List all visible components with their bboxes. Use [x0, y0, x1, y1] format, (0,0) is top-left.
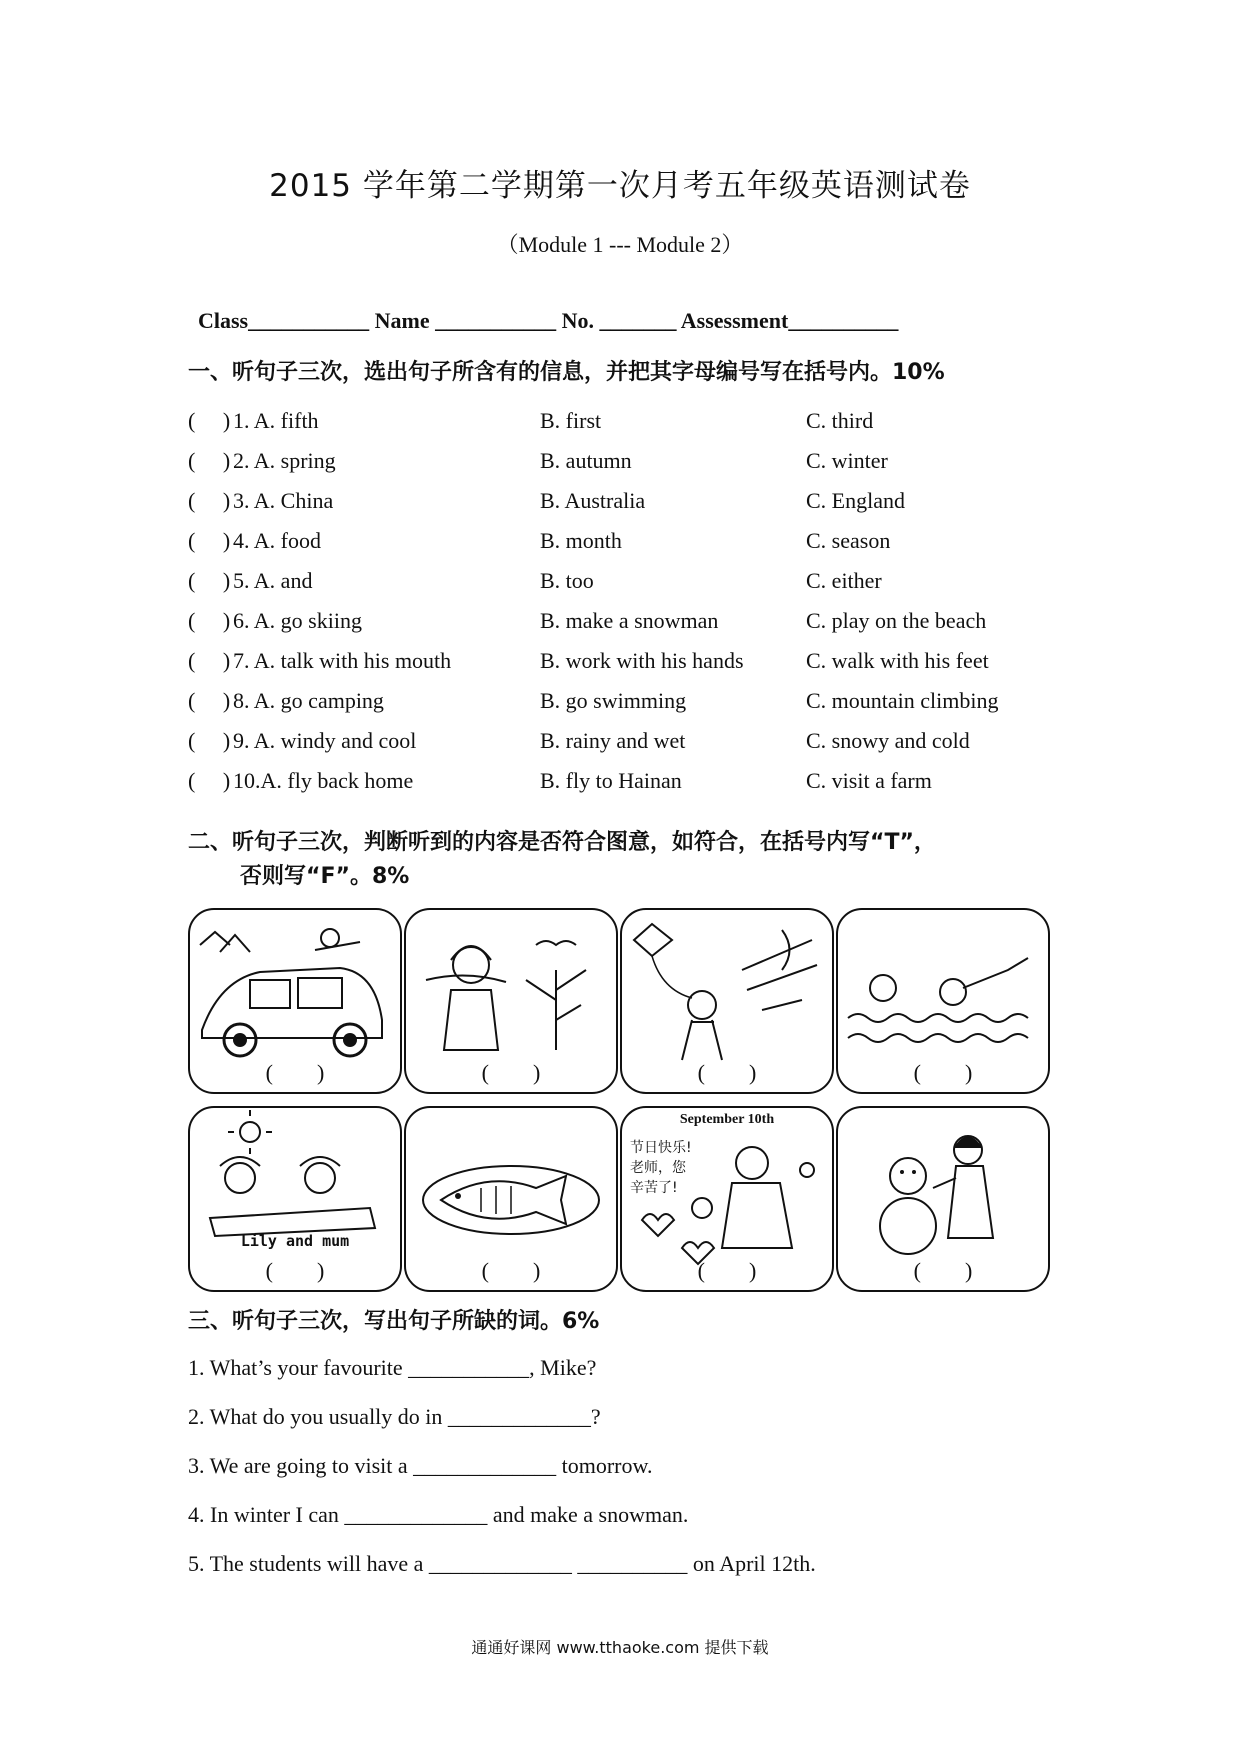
- section2-heading: [188, 826, 936, 894]
- option-c: C. third: [806, 408, 874, 433]
- option-c: C. snowy and cold: [806, 728, 970, 753]
- option-b: B. rainy and wet: [540, 728, 686, 753]
- answer-blank[interactable]: ( ): [188, 448, 231, 473]
- picture-card: [620, 908, 834, 1094]
- picture-card: [188, 1106, 402, 1292]
- question-row: [188, 762, 1088, 802]
- option-a: 6. A. go skiing: [233, 608, 362, 633]
- answer-blank[interactable]: ( ): [188, 608, 231, 633]
- option-a: 8. A. go camping: [233, 688, 384, 713]
- question-row: [188, 562, 1088, 602]
- option-a: 7. A. talk with his mouth: [233, 648, 452, 673]
- answer-blank[interactable]: ( ): [188, 768, 231, 793]
- option-c: C. visit a farm: [806, 768, 932, 793]
- option-b: B. first: [540, 408, 602, 433]
- multiple-choice-list: [188, 402, 1088, 802]
- answer-blank[interactable]: ( ): [188, 488, 231, 513]
- fill-in-sentence[interactable]: 1. What’s your favourite ___________, Mike?: [188, 1355, 597, 1380]
- option-b: B. go swimming: [540, 688, 687, 713]
- question-row: [188, 402, 1088, 442]
- picture-note: 节日快乐! 老师，您 辛苦了!: [630, 1140, 692, 1196]
- picture-card: [620, 1106, 834, 1292]
- option-a: 9. A. windy and cool: [233, 728, 417, 753]
- question-row: [188, 522, 1088, 562]
- option-c: C. play on the beach: [806, 608, 987, 633]
- fill-in-sentence[interactable]: 4. In winter I can _____________ and make a snowman.: [188, 1502, 689, 1527]
- option-b: B. Australia: [540, 488, 646, 513]
- question-row: [188, 642, 1088, 682]
- picture-card: [404, 908, 618, 1094]
- question-row: [188, 482, 1088, 522]
- option-a: 5. A. and: [233, 568, 313, 593]
- option-b: B. make a snowman: [540, 608, 719, 633]
- answer-blank[interactable]: ( ): [913, 1258, 973, 1283]
- answer-blank[interactable]: ( ): [913, 1060, 973, 1085]
- option-c: C. either: [806, 568, 882, 593]
- answer-blank[interactable]: ( ): [188, 648, 231, 673]
- option-a: 10.A. fly back home: [233, 768, 414, 793]
- option-b: B. fly to Hainan: [540, 768, 682, 793]
- option-c: C. mountain climbing: [806, 688, 999, 713]
- fill-in-sentence[interactable]: 2. What do you usually do in _____________?: [188, 1404, 601, 1429]
- answer-blank[interactable]: ( ): [481, 1060, 541, 1085]
- question-row: [188, 442, 1088, 482]
- picture-grid: [188, 908, 1058, 1300]
- option-c: C. England: [806, 488, 905, 513]
- question-row: [188, 682, 1088, 722]
- footer-text: 通通好课网 www.tthaoke.com 提供下载: [471, 1638, 769, 1657]
- answer-blank[interactable]: ( ): [265, 1060, 325, 1085]
- answer-blank[interactable]: ( ): [481, 1258, 541, 1283]
- option-b: B. month: [540, 528, 622, 553]
- section3-heading: 三、听句子三次，写出句子所缺的词。6%: [188, 1309, 600, 1334]
- option-a: 1. A. fifth: [233, 408, 319, 433]
- answer-blank[interactable]: ( ): [188, 728, 231, 753]
- picture-card: [404, 1106, 618, 1292]
- answer-blank[interactable]: ( ): [265, 1258, 325, 1283]
- picture-caption: September 10th: [679, 1112, 775, 1127]
- section1-heading: 一、听句子三次，选出句子所含有的信息，并把其字母编号写在括号内。10%: [188, 360, 945, 385]
- fill-in-sentence[interactable]: 5. The students will have a _____________ __________ on April 12th.: [188, 1551, 816, 1576]
- picture-card: [188, 908, 402, 1094]
- section2-heading-line1: 二、听句子三次，判断听到的内容是否符合图意，如符合，在括号内写“T”，: [188, 830, 936, 855]
- answer-blank[interactable]: ( ): [188, 528, 231, 553]
- option-c: C. walk with his feet: [806, 648, 989, 673]
- section2-heading-line2: 否则写“F”。8%: [240, 864, 410, 889]
- option-b: B. work with his hands: [540, 648, 744, 673]
- option-c: C. season: [806, 528, 891, 553]
- answer-blank[interactable]: ( ): [188, 568, 231, 593]
- page-title: 2015 学年第二学期第一次月考五年级英语测试卷: [269, 168, 971, 204]
- picture-card: [836, 908, 1050, 1094]
- answer-blank[interactable]: ( ): [697, 1060, 757, 1085]
- answer-blank[interactable]: ( ): [188, 408, 231, 433]
- option-b: B. autumn: [540, 448, 632, 473]
- picture-card: [836, 1106, 1050, 1292]
- option-a: 2. A. spring: [233, 448, 336, 473]
- answer-blank[interactable]: ( ): [697, 1258, 757, 1283]
- answer-blank[interactable]: ( ): [188, 688, 231, 713]
- option-a: 4. A. food: [233, 528, 321, 553]
- student-info-line: Class___________ Name ___________ No. _______ Assessment__________: [198, 308, 899, 333]
- option-b: B. too: [540, 568, 594, 593]
- fill-in-sentence[interactable]: 3. We are going to visit a _____________ tomorrow.: [188, 1453, 653, 1478]
- picture-caption: Lily and mum: [240, 1232, 350, 1250]
- question-row: [188, 722, 1088, 762]
- question-row: [188, 602, 1088, 642]
- option-c: C. winter: [806, 448, 888, 473]
- page-subtitle: （Module 1 --- Module 2）: [496, 232, 744, 257]
- option-a: 3. A. China: [233, 488, 334, 513]
